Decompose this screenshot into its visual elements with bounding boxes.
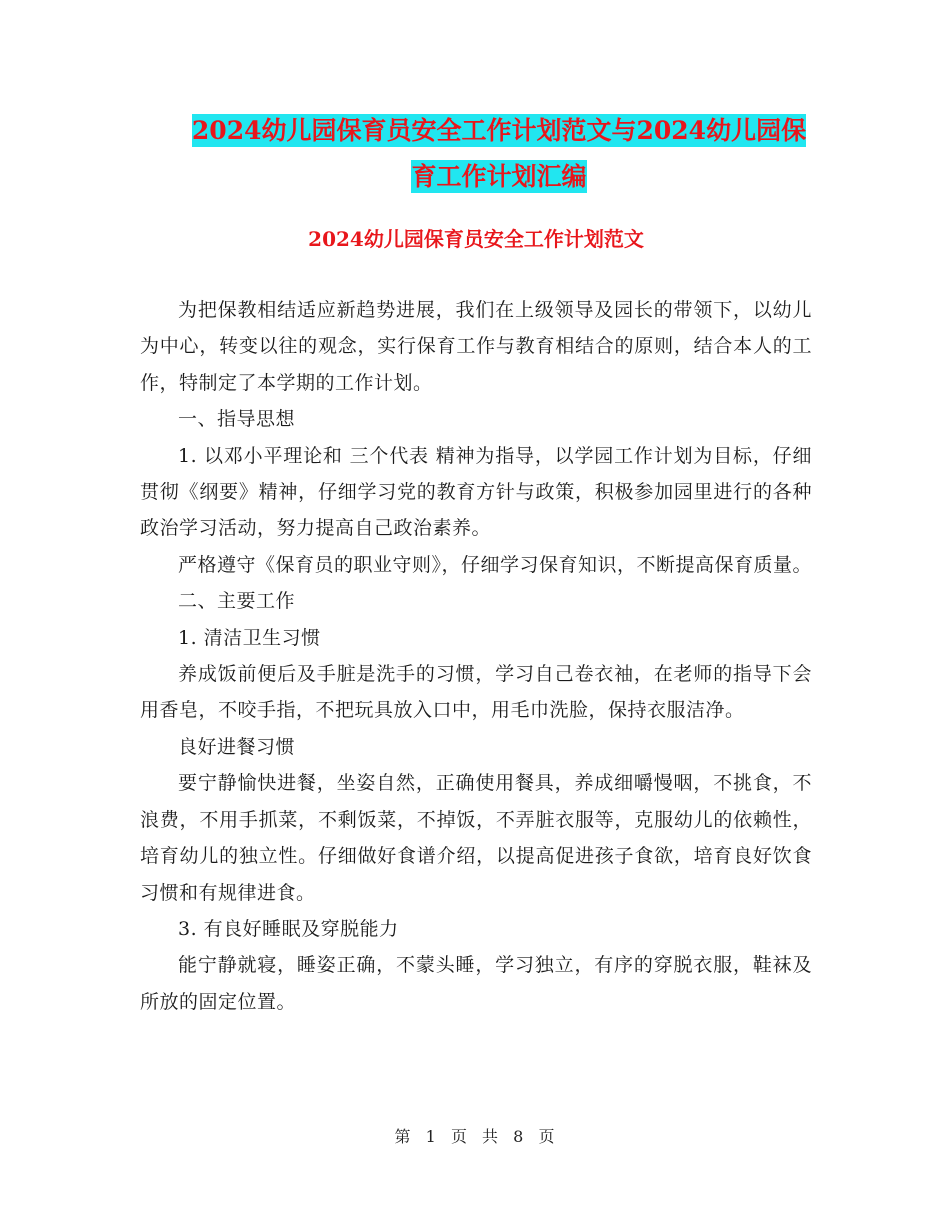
section-title: 2024幼儿园保育员安全工作计划范文 (308, 227, 644, 251)
heading-eating: 良好进餐习惯 (178, 735, 296, 758)
heading-hygiene: 1. 清洁卫生习惯 (178, 626, 321, 649)
paragraph-guiding-1: 1. 以邓小平理论和 三个代表 精神为指导，以学园工作计划为目标，仔细贯彻《纲要》精神，仔细学习党的教育方针与政策，积极参加园里进行的各种政治学习活动，努力提高自己政治素养。 (140, 444, 812, 540)
footer-total-pages: 8 (513, 1127, 525, 1146)
footer-label-page: 第 (394, 1127, 412, 1146)
title-line-2: 育工作计划汇编 (411, 162, 587, 191)
footer-label-ye-2: 页 (538, 1127, 556, 1146)
paragraph-eating: 要宁静愉快进餐，坐姿自然，正确使用餐具，养成细嚼慢咽，不挑食，不浪费，不用手抓菜，不剩饭菜，不掉饭，不弄脏衣服等，克服幼儿的依赖性，培育幼儿的独立性。仔细做好食谱介绍，以提高促进孩子食欲，培育良好饮食习惯和有规律进食。 (140, 772, 812, 904)
page-footer (0, 1124, 950, 1147)
heading-guiding-thought: 一、指导思想 (178, 408, 296, 431)
paragraph-sleep: 能宁静就寝，睡姿正确，不蒙头睡，学习独立，有序的穿脱衣服，鞋袜及所放的固定位置。 (140, 954, 812, 1013)
footer-label-ye: 页 (450, 1127, 468, 1146)
paragraph-hygiene: 养成饭前便后及手脏是洗手的习惯，学习自己卷衣袖，在老师的指导下会用香皂，不咬手指，不把玩具放入口中，用毛巾洗脸，保持衣服洁净。 (140, 663, 812, 722)
document-title (140, 108, 858, 200)
heading-sleep: 3. 有良好睡眠及穿脱能力 (178, 917, 399, 940)
heading-main-work: 二、主要工作 (178, 590, 296, 613)
document-body (140, 292, 812, 1020)
paragraph-intro: 为把保教相结适应新趋势进展，我们在上级领导及园长的带领下，以幼儿为中心，转变以往的观念，实行保育工作与教育相结合的原则，结合本人的工作，特制定了本学期的工作计划。 (140, 299, 812, 394)
paragraph-guiding-2: 严格遵守《保育员的职业守则》，仔细学习保育知识，不断提高保育质量。 (178, 553, 813, 576)
title-line-1: 2024幼儿园保育员安全工作计划范文与2024幼儿园保 (191, 116, 807, 145)
footer-current-page: 1 (425, 1127, 437, 1146)
footer-label-total: 共 (482, 1127, 500, 1146)
